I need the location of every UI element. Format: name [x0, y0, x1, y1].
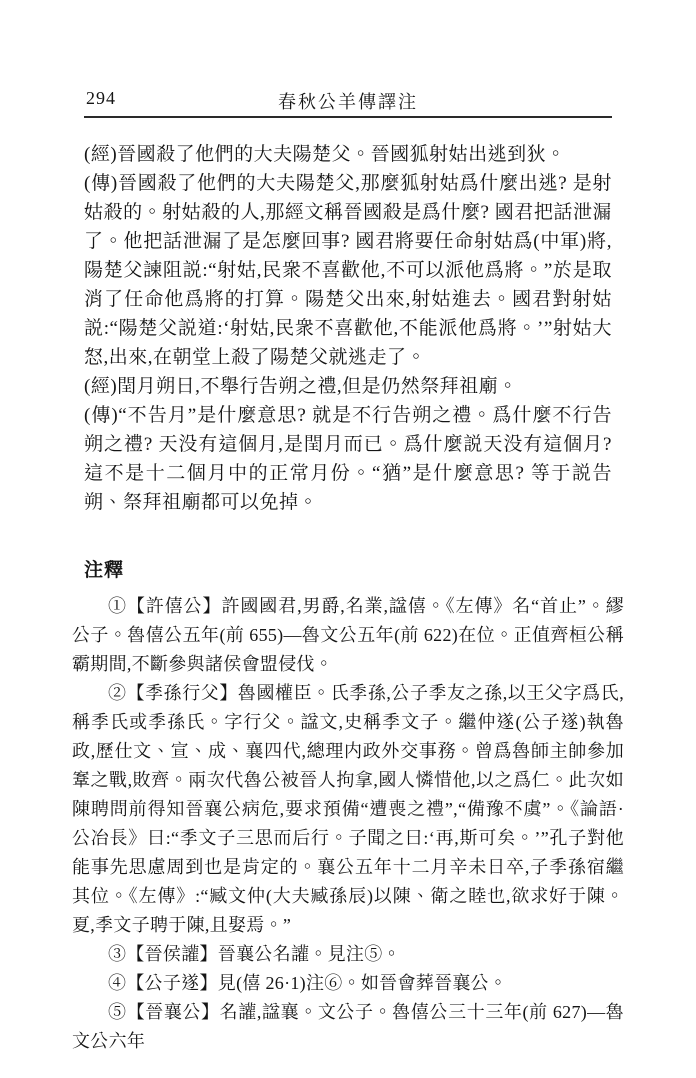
- note-item-4: ④【公子遂】見(僖 26·1)注⑥。如晉會葬晉襄公。: [108, 973, 508, 993]
- running-head: [84, 88, 612, 112]
- note-item-2: ②【季孫行父】魯國權臣。氏季孫,公子季友之孫,以王父字爲氏,稱季氏或季孫氏。字行父。諡文,史稱季文子。繼仲遂(公子遂)執魯政,歷仕文、宣、成、襄四代,總理内政外交事務。曾爲魯師主帥參加鞌之戰,敗齊。兩次代魯公被晉人拘拿,國人憐惜他,以之爲仁。此次如陳聘問前得知晉襄公病危,要求預備“遭喪之禮”,“備豫不虞”。《論語·公冶長》曰:“季文子三思而后行。子聞之曰:‘再,斯可矣。’”孔子對他能事先思慮周到也是肯定的。襄公五年十二月辛未日卒,子季孫宿繼其位。《左傳》:“臧文仲(大夫臧孫辰)以陳、衛之睦也,欲求好于陳。夏,季文子聘于陳,且娶焉。”: [72, 683, 624, 935]
- note-item-5: ⑤【晉襄公】名讙,諡襄。文公子。魯僖公三十三年(前 627)—魯文公六年: [72, 1002, 624, 1051]
- jing-paragraph-1: (經)晉國殺了他們的大夫陽楚父。晉國狐射姑出逃到狄。: [84, 144, 566, 165]
- notes-section-heading: 注釋: [84, 560, 125, 581]
- zhuan-paragraph-1: (傳)晉國殺了他們的大夫陽楚父,那麼狐射姑爲什麼出逃? 是射姑殺的。射姑殺的人,那經文稱晉國殺是爲什麼? 國君把話泄漏了。他把話泄漏了是怎麼回事? 國君將要任命射姑爲(中軍)將,陽楚父諫阻説:“射姑,民衆不喜歡他,不可以派他爲將。”於是取消了任命他爲將的打算。陽楚父出來,射姑進去。國君對射姑説:“陽楚父説道:‘射姑,民衆不喜歡他,不能派他爲將。’”射姑大怒,出來,在朝堂上殺了陽楚父就逃走了。: [84, 173, 612, 368]
- zhuan-paragraph-2: (傳)“不告月”是什麼意思? 就是不行告朔之禮。爲什麼不行告朔之禮? 天没有這個月,是閏月而已。爲什麼説天没有這個月? 這不是十二個月中的正常月份。“猶”是什麼意思? 等于説告朔、祭拜祖廟都可以免掉。: [84, 405, 612, 513]
- note-item-1: ①【許僖公】許國國君,男爵,名業,諡僖。《左傳》名“首止”。繆公子。魯僖公五年(前 655)—魯文公五年(前 622)在位。正值齊桓公稱霸期間,不斷參與諸侯會盟侵伐。: [72, 596, 624, 674]
- page-number: 294: [86, 88, 116, 108]
- note-item-3: ③【晉侯讙】晉襄公名讙。見注⑤。: [108, 944, 401, 964]
- jing-paragraph-2: (經)閏月朔日,不舉行告朔之禮,但是仍然祭拜祖廟。: [84, 376, 518, 397]
- page-content: [72, 140, 624, 1056]
- book-title: 春秋公羊傳譯注: [278, 92, 418, 112]
- header-rule: [84, 116, 612, 118]
